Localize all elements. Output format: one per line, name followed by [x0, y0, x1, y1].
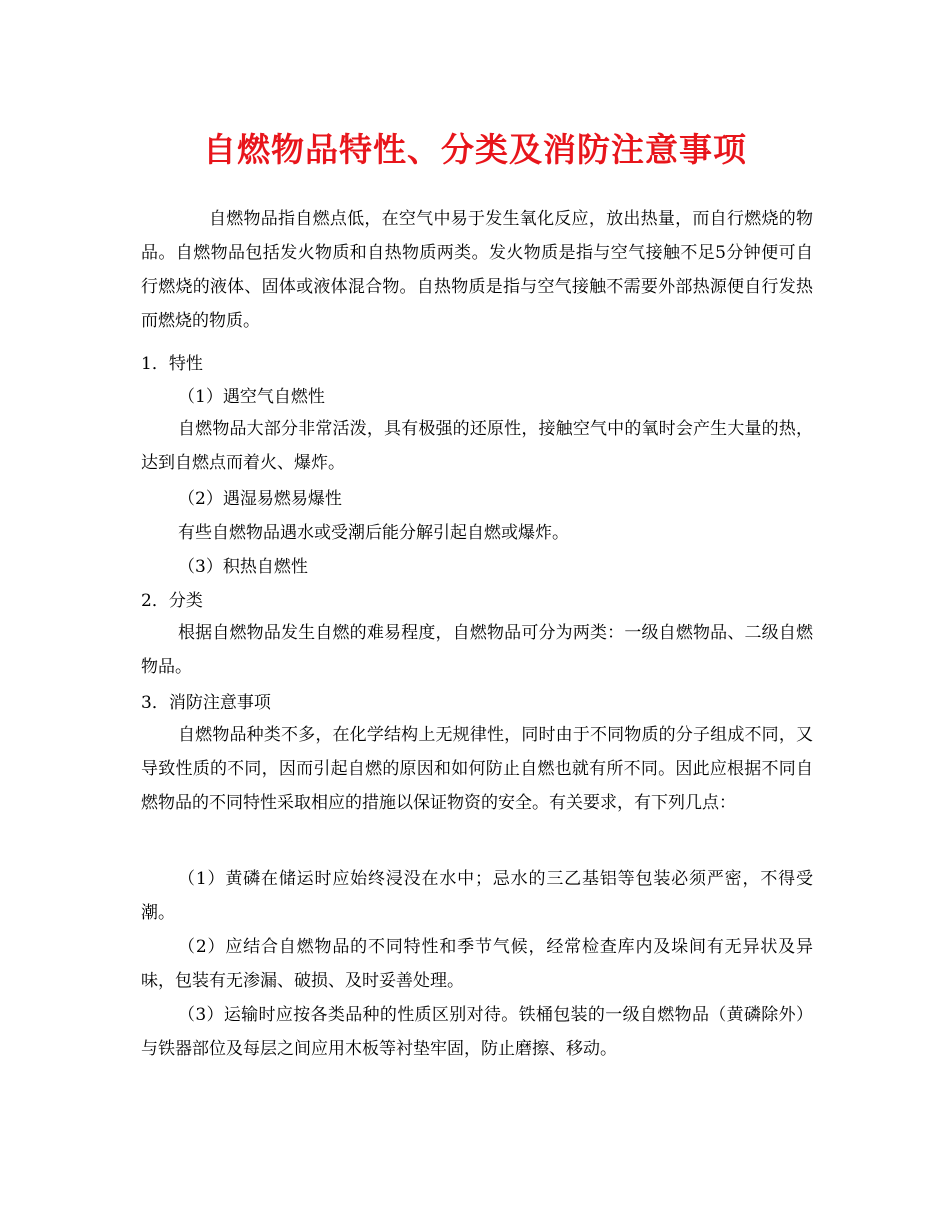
section-1-sub-2-heading: （2）遇湿易燃易爆性: [178, 489, 342, 509]
section-1-sub-3-heading: （3）积热自燃性: [178, 557, 308, 577]
document-title: 自燃物品特性、分类及消防注意事项: [203, 130, 747, 169]
intro-paragraph: 自燃物品指自燃点低，在空气中易于发生氧化反应，放出热量，而自行燃烧的物品。自燃物品包括发火物质和自热物质两类。发火物质是指与空气接触不足5分钟便可自行燃烧的液体、固体或液体混合物。自热物质是指与空气接触不需要外部热源便自行发热而燃烧的物质。: [141, 209, 813, 331]
section-2-paragraph: 根据自燃物品发生自燃的难易程度，自燃物品可分为两类：一级自燃物品、二级自燃物品。: [141, 623, 813, 677]
section-3-item-2: （2）应结合自燃物品的不同特性和季节气候，经常检查库内及垛间有无异状及异味，包装有无渗漏、破损、及时妥善处理。: [141, 937, 813, 991]
section-1-sub-1-heading: （1）遇空气自燃性: [178, 387, 325, 407]
section-3-item-3: （3）运输时应按各类品种的性质区别对待。铁桶包装的一级自燃物品（黄磷除外）与铁器部位及每层之间应用木板等衬垫牢固，防止磨擦、移动。: [141, 1005, 813, 1059]
section-3-item-1: （1）黄磷在储运时应始终浸没在水中；忌水的三乙基铝等包装必须严密，不得受潮。: [141, 869, 813, 923]
section-1-sub-1-paragraph: 自燃物品大部分非常活泼，具有极强的还原性，接触空气中的氧时会产生大量的热，达到自燃点而着火、爆炸。: [141, 419, 813, 473]
section-1-sub-2-paragraph: 有些自燃物品遇水或受潮后能分解引起自燃或爆炸。: [178, 523, 569, 543]
section-1-heading: 1．特性: [141, 354, 203, 374]
section-3-heading: 3．消防注意事项: [141, 693, 271, 713]
section-2-heading: 2．分类: [141, 591, 203, 611]
section-3-paragraph: 自燃物品种类不多，在化学结构上无规律性，同时由于不同物质的分子组成不同，又导致性质的不同，因而引起自燃的原因和如何防止自燃也就有所不同。因此应根据不同自燃物品的不同特性采取相应的措施以保证物资的安全。有关要求，有下列几点：: [141, 725, 813, 813]
